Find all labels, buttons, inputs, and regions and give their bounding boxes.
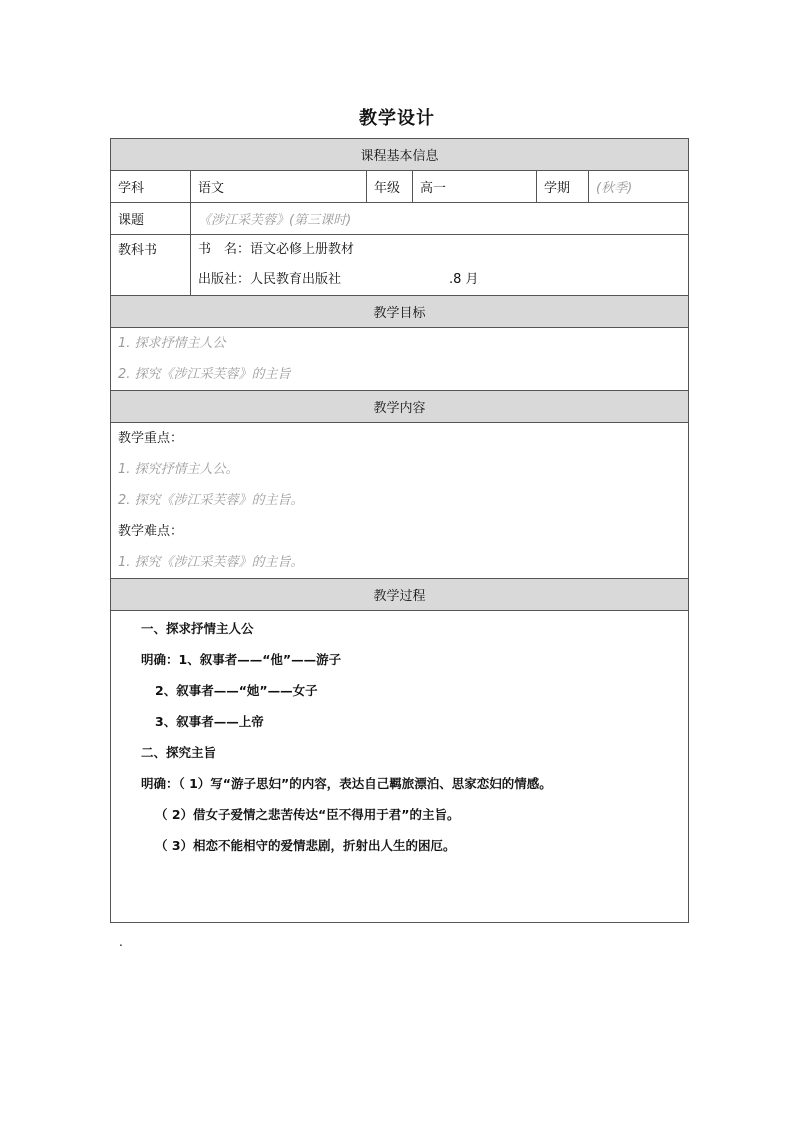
subject-value: 语文 [191,171,367,203]
subject-row [111,171,689,203]
objectives-header-row [111,296,689,328]
process-line: （ 3）相恋不能相守的爱情悲剧，折射出人生的困厄。 [155,838,456,853]
subject-label: 学科 [111,171,191,203]
content-header-row [111,391,689,423]
textbook-info [191,235,689,296]
topic-label: 课题 [111,203,191,235]
publish-date: .8 月 [449,272,479,287]
grade-label: 年级 [367,171,413,203]
topic-value: 《涉江采芙蓉》(第三课时) [191,203,689,235]
lesson-plan-table [110,138,689,923]
term-value: (秋季) [589,171,689,203]
content-row [111,423,689,579]
page-title: 教学设计 [359,108,435,129]
publisher-line [198,265,681,295]
grade-value: 高一 [413,171,537,203]
process-line: 一、探求抒情主人公 [141,621,254,636]
process-header-row [111,579,689,611]
content-body [111,423,689,579]
process-line: （ 2）借女子爱情之悲苦传达“臣不得用于君”的主旨。 [155,807,460,822]
textbook-label: 教科书 [111,235,191,296]
content-header: 教学内容 [111,391,689,423]
key-point-item: 2. 探究《涉江采芙蓉》的主旨。 [118,493,304,508]
objectives-list [111,328,689,391]
process-header: 教学过程 [111,579,689,611]
book-name: 书 名：语文必修上册教材 [198,242,355,257]
difficult-points-label: 教学难点： [118,524,184,539]
process-line: 明确：（ 1）写“游子思妇”的内容，表达自己羁旅漂泊、思家恋妇的情感。 [141,776,552,791]
term-label: 学期 [537,171,589,203]
basic-info-header-row [111,139,689,171]
footer-dot: . [119,935,123,949]
objective-item: 2. 探究《涉江采芙蓉》的主旨 [118,367,291,382]
process-body [111,611,689,923]
objectives-header: 教学目标 [111,296,689,328]
process-line: 3、叙事者——上帝 [155,714,264,729]
process-line: 2、叙事者——“她”——女子 [155,683,318,698]
topic-row [111,203,689,235]
textbook-row [111,235,689,296]
key-points-label: 教学重点： [118,431,184,446]
key-point-item: 1. 探究抒情主人公。 [118,462,239,477]
process-line: 二、探究主旨 [141,745,217,760]
basic-info-header: 课程基本信息 [111,139,689,171]
process-line: 明确：1、叙事者——“他”——游子 [141,652,342,667]
process-row [111,611,689,923]
publisher-name: 出版社：人民教育出版社 [198,272,342,287]
objective-item: 1. 探求抒情主人公 [118,336,226,351]
objectives-row [111,328,689,391]
difficult-point-item: 1. 探究《涉江采芙蓉》的主旨。 [118,555,304,570]
